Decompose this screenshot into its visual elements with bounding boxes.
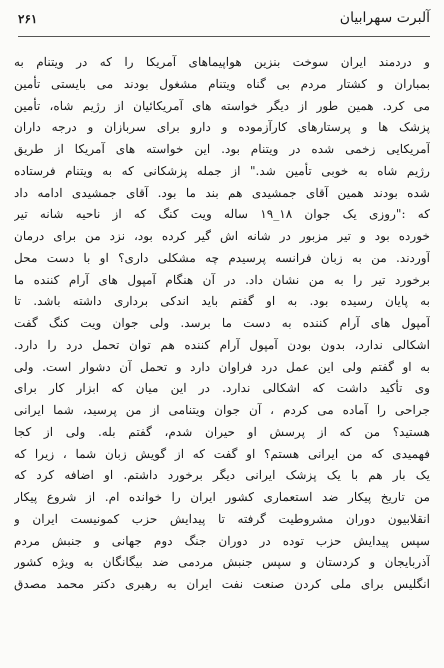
text-line: شده بودند همین آقای جمشیدی هم بند ما بود. آقای جمشیدی ادامه داد (14, 185, 430, 200)
text-line: آوردند. من به زبان فرانسه پرسیدم چه مشکلی داری؟ او با دست محل (14, 250, 430, 265)
page-number: ۲۶۱ (18, 12, 38, 26)
text-line: انگلیس برای ملی کردن صنعت نفت ایران به رهبری دکتر محمد مصدق (14, 577, 430, 591)
text-line: به پایان رسیده بود. به او گفتم باید اندکی برداری داشته باشد. تا (14, 294, 430, 309)
text-line: پزشک ها و پرستارهای کارآزموده و دارو برای سربازان و درجه داران (14, 120, 430, 135)
text-line: انقلابیون دوران مشروطیت گرفته تا پیدایش حزب کمونیست ایران و (14, 511, 430, 526)
text-line: خورده بود و تیر مزبور در شانه اش گیر کرده بود، نزد من برای درمان (14, 229, 430, 243)
text-line: آذربایجان و کردستان و سپس جنبش مردمی ضد بیگانگان به ویژه کشور (14, 555, 430, 570)
text-line: یک بار هم با یک پزشک ایرانی دیگر برخورد داشتم. او اضافه کرد که (14, 468, 430, 483)
text-line: که :"روزی یک جوان ۱۸_۱۹ ساله ویت کنگ که از ناحیه شانه تیر (14, 207, 430, 222)
text-line: می کرد. همین طور از دیگر خواسته های آمریکائیان از رژیم شاه، تأمین (14, 98, 430, 113)
text-line: بمباران و کشتار مردم بی گناه ویتنام مشغول بودند می بایستی تأمین (14, 76, 430, 91)
running-title: آلبرت سهرابیان (339, 10, 430, 26)
text-line: برخورد تیر را به من نشان داد. در آن هنگام آمپول های آرام کننده ما (14, 272, 430, 287)
text-line: آمریکایی زخمی شده در ویتنام بود. این خواسته های آمریکا از طریق (14, 142, 430, 156)
text-line: اشکالی ندارد، بدون بودن آمپول آرام کننده هم توان تحمل درد را دارد. (14, 337, 430, 352)
text-line: فهمیدی که من ایرانی هستم؟ او گفت که از گویش زبان شما ، زیرا که (14, 446, 430, 461)
text-line: آمپول های آرام کننده به دست ما برسد. ولی جوان ویت کنگ گفت (14, 316, 430, 330)
page-header (18, 6, 430, 37)
text-line: وی تأکید داشت که اشکالی ندارد. در این میان که ابزار کار برای (14, 381, 430, 396)
text-line: هستید؟ من که از پرسش او حیران شدم، گفتم بله. ولی از کجا (14, 424, 430, 439)
text-line: جراحی را آماده می کردم ، آن جوان ویتنامی از من پرسید، شما ایرانی (14, 403, 430, 417)
text-line: من تاریخ پیکار ضد استعماری کشور ایران را خوانده ام. از شروع پیکار (14, 490, 430, 504)
text-line: و دردمند ایران سوخت بنزین هواپیماهای آمریکا را که در ویتنام به (14, 55, 430, 69)
body-text (14, 52, 430, 596)
text-line: رژیم شاه به خوبی تأمین شد." از جمله پزشکانی که به ویتنام فرستاده (14, 163, 430, 178)
text-line: به او گفتم ولی این عمل درد فراوان دارد و تحمل آن دشوار است. ولی (14, 359, 430, 374)
text-line: سپس پیدایش حزب توده در دوران جنگ دوم جهانی و جنبش مردم (14, 533, 430, 548)
